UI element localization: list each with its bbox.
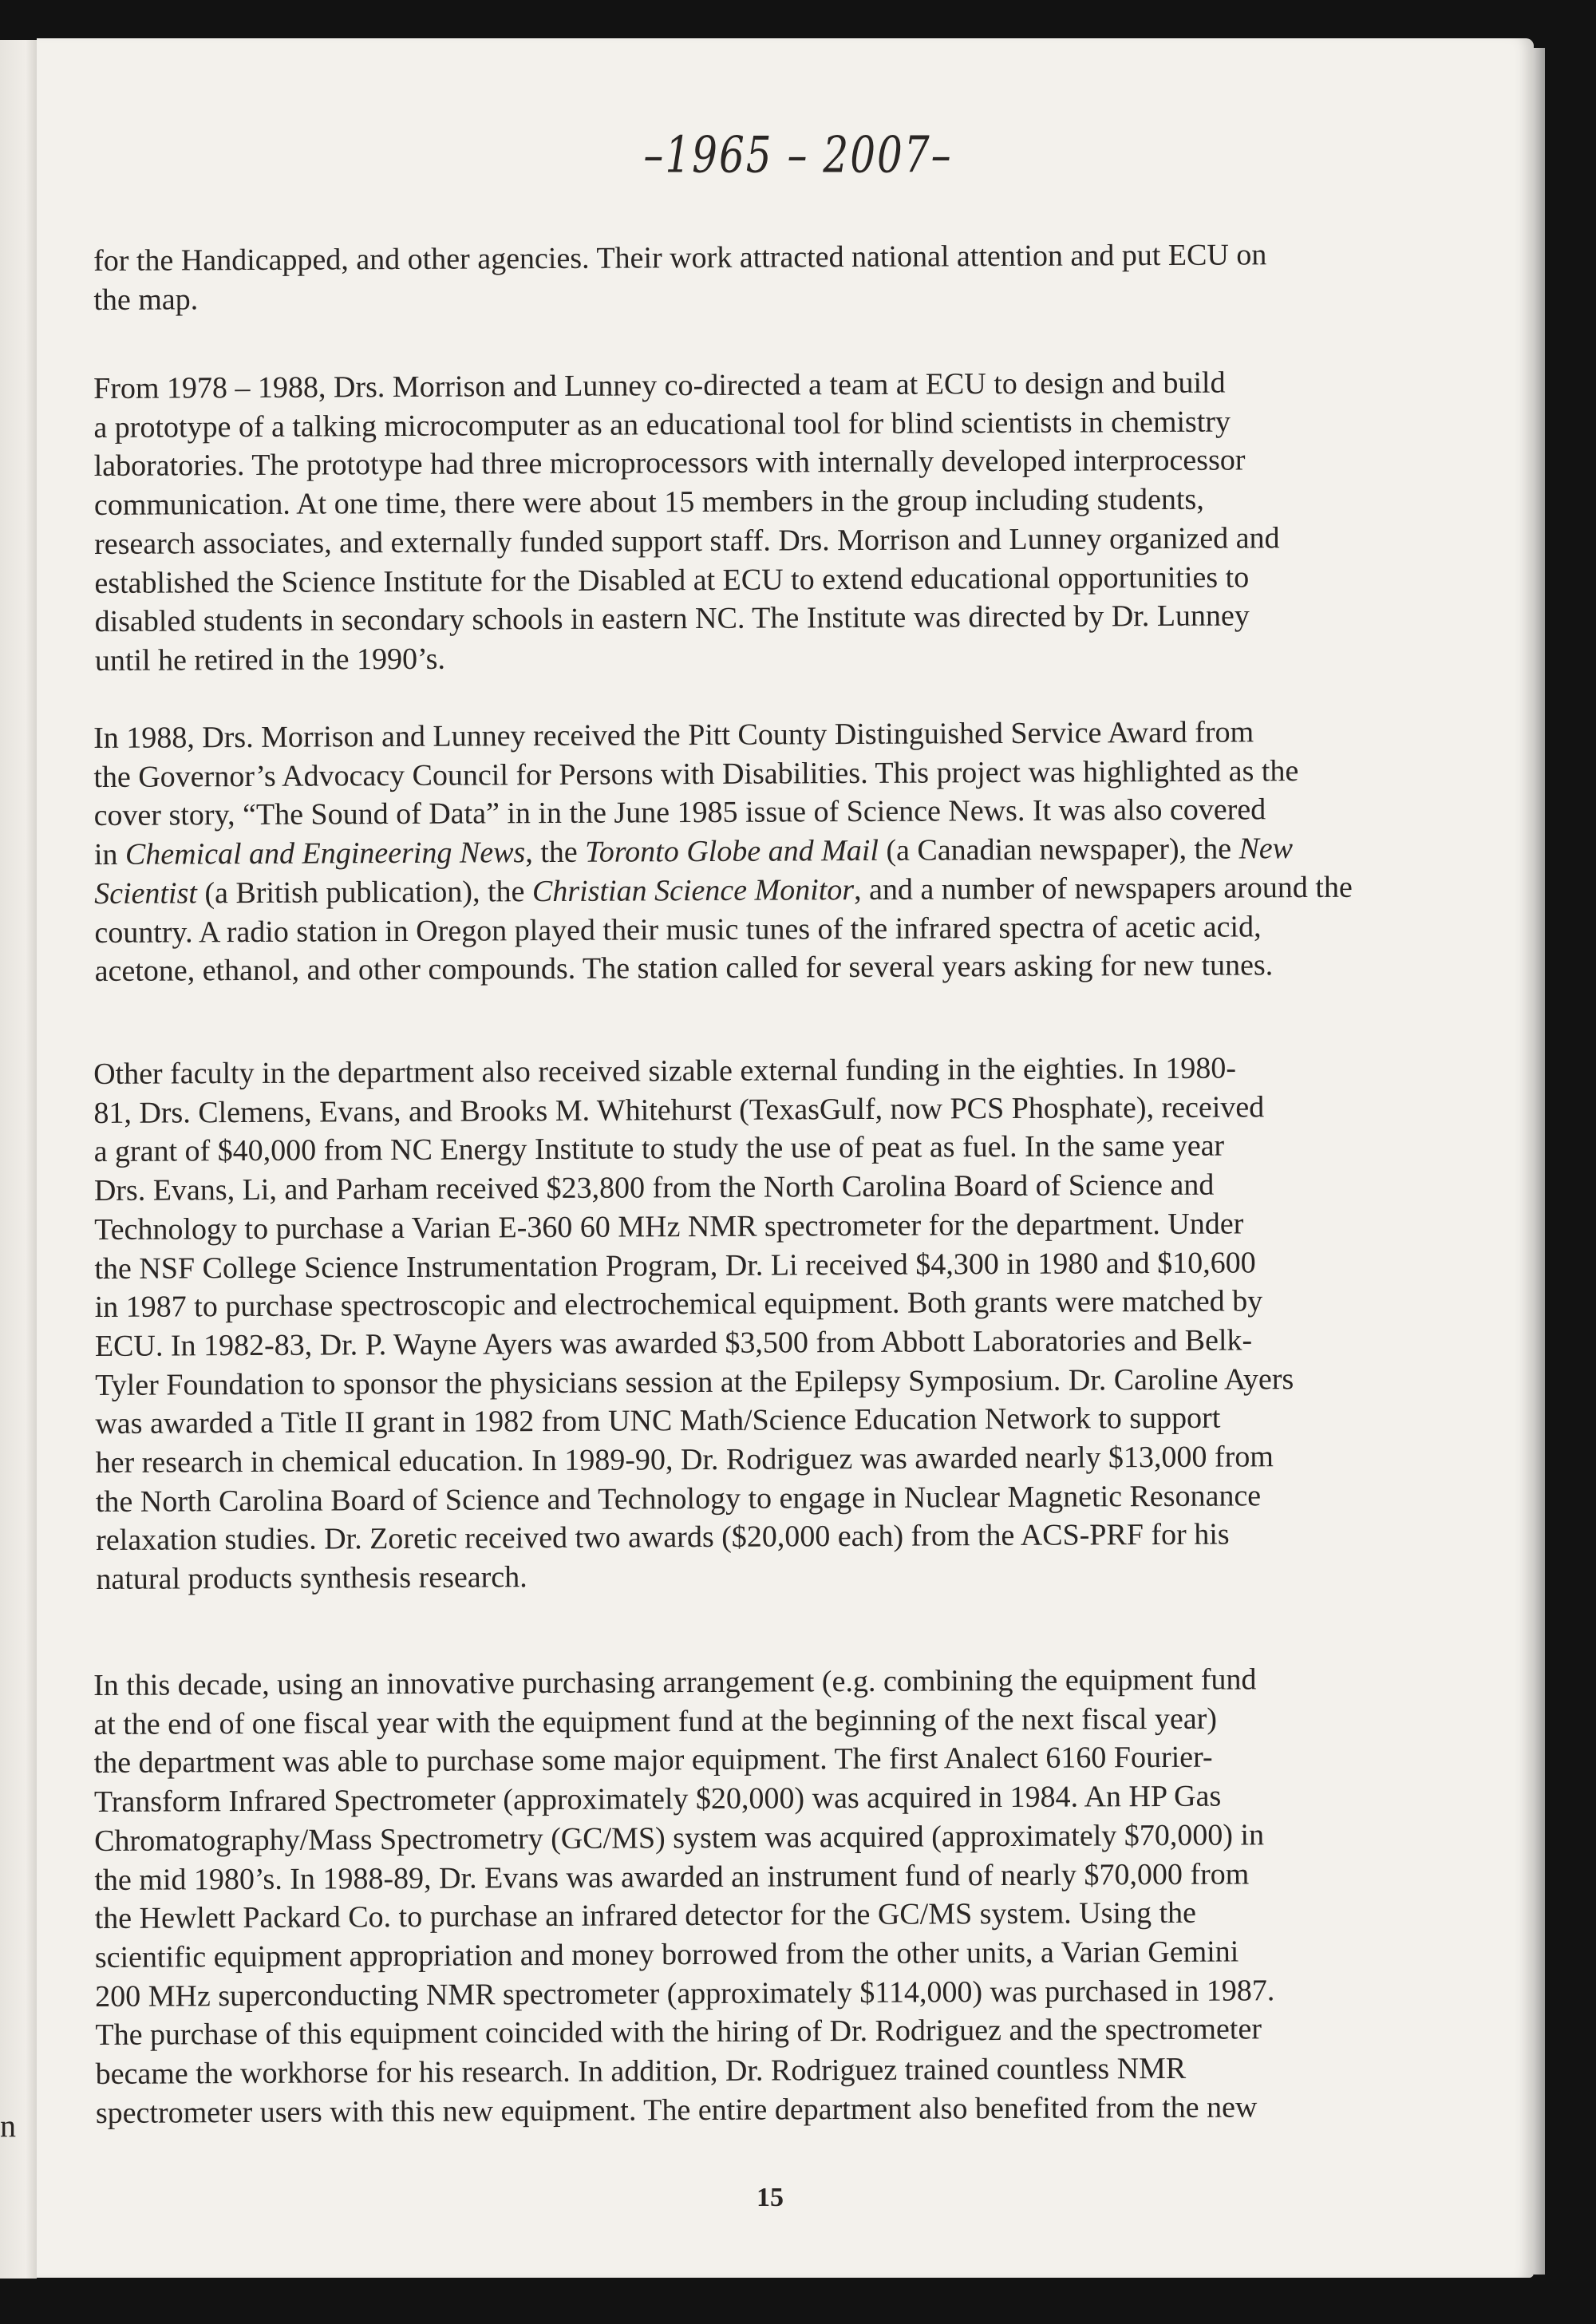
text-segment: (a British publication), the (196, 874, 533, 911)
text-segment: was awarded a Title II grant in 1982 from UNC Math/Science Education Network to support (95, 1401, 1221, 1441)
text-segment: 81, Drs. Clemens, Evans, and Brooks M. Whitehurst (TexasGulf, now PCS Phosphate), received (93, 1090, 1265, 1130)
text-segment: a grant of $40,000 from NC Energy Institute to study the use of peat as fuel. In the same year (93, 1128, 1225, 1169)
text-segment: Transform Infrared Spectrometer (approximately $20,000) was acquired in 1984. An HP Gas (93, 1779, 1222, 1820)
text-line (95, 634, 1531, 680)
text-segment: In this decade, using an innovative purchasing arrangement (e.g. combining the equipment fund (93, 1662, 1257, 1702)
running-header: –1965 – 2007– (643, 125, 953, 184)
paragraph (93, 1659, 1532, 2133)
text-segment: Technology to purchase a Varian E-360 60 MHz NMR spectrometer for the department. Under (94, 1207, 1244, 1247)
text-segment: , the (525, 835, 586, 870)
text-segment: communication. At one time, there were about 15 members in the group including students, (93, 482, 1204, 523)
text-segment: in 1987 to purchase spectroscopic and electrochemical equipment. Both grants were matched by (94, 1284, 1263, 1325)
page-number: 15 (757, 2183, 784, 2212)
text-line (93, 273, 1530, 319)
text-segment: the mid 1980’s. In 1988-89, Dr. Evans was awarded an instrument fund of nearly $70,000 from (94, 1856, 1250, 1897)
text-line (95, 945, 1531, 991)
paragraph (93, 1048, 1533, 1599)
text-segment: until he retired in the 1990’s. (94, 642, 446, 678)
text-segment: her research in chemical education. In 1989-90, Dr. Rodriguez was awarded nearly $13,000 from (95, 1440, 1274, 1480)
text-segment: relaxation studies. Dr. Zoretic received two awards ($20,000 each) from the ACS-PRF for his (96, 1517, 1230, 1558)
text-segment: laboratories. The prototype had three microprocessors with internally developed interprocessor (93, 443, 1246, 484)
text-segment: natural products synthesis research. (96, 1560, 527, 1597)
text-segment: established the Science Institute for the Disabled at ECU to extend educational opportunities to (94, 559, 1250, 600)
previous-page-edge (0, 40, 37, 2279)
text-segment: Drs. Evans, Li, and Parham received $23,800 from the North Carolina Board of Science and (93, 1168, 1215, 1208)
italic-title: Chemical and Engineering News (124, 836, 526, 872)
text-segment: became the workhorse for his research. In addition, Dr. Rodriguez trained countless NMR (95, 2051, 1187, 2092)
text-segment: , and a number of newspapers around the (854, 870, 1353, 907)
italic-title: Christian Science Monitor (531, 872, 855, 908)
text-segment: the Hewlett Packard Co. to purchase an infrared detector for the GC/MS system. Using the (94, 1895, 1197, 1936)
text-segment: the Governor’s Advocacy Council for Persons with Disabilities. This project was highlighted as the (93, 753, 1299, 794)
text-segment: In 1988, Drs. Morrison and Lunney received the Pitt County Distinguished Service Award from (93, 715, 1254, 755)
text-segment: at the end of one fiscal year with the equipment fund at the beginning of the next fiscal year) (93, 1702, 1218, 1741)
text-segment: scientific equipment appropriation and money borrowed from the other units, a Varian Gemini (94, 1935, 1239, 1974)
text-segment: spectrometer users with this new equipment. The entire department also benefited from the new (95, 2090, 1258, 2130)
text-segment: The purchase of this equipment coincided with the hiring of Dr. Rodriguez and the spectrometer (95, 2012, 1262, 2053)
text-segment: Tyler Foundation to sponsor the physicians session at the Epilepsy Symposium. Dr. Caroline Ayers (95, 1362, 1294, 1402)
text-line (96, 2086, 1532, 2132)
text-segment: Chromatography/Mass Spectrometry (GC/MS) system was acquired (approximately $70,000) in (94, 1818, 1265, 1858)
text-segment: disabled students in secondary schools in eastern NC. The Institute was directed by Dr. Lunney (94, 599, 1250, 639)
text-line (96, 1553, 1532, 1599)
paragraph (93, 712, 1531, 991)
text-segment: the department was able to purchase some major equipment. The first Analect 6160 Fourier- (93, 1741, 1213, 1781)
text-segment: a prototype of a talking microcomputer as an educational tool for blind scientists in chemistry (93, 405, 1231, 445)
text-segment: the North Carolina Board of Science and Technology to engage in Nuclear Magnetic Resonance (95, 1479, 1262, 1519)
text-segment: country. A radio station in Oregon played their music tunes of the infrared spectra of acetic acid, (94, 909, 1262, 950)
text-segment: the NSF College Science Instrumentation Program, Dr. Li received $4,300 in 1980 and $10,600 (94, 1245, 1256, 1286)
text-segment: the map. (93, 283, 199, 317)
italic-title: New (1238, 832, 1294, 866)
text-segment: for the Handicapped, and other agencies. Their work attracted national attention and put ECU on (93, 238, 1267, 278)
text-segment: Other faculty in the department also received sizable external funding in the eighties. In 1980- (93, 1051, 1237, 1091)
text-segment: cover story, “The Sound of Data” in in the June 1985 issue of Science News. It was also covered (93, 792, 1266, 833)
text-segment: 200 MHz superconducting NMR spectrometer (approximately $114,000) was purchased in 1987. (95, 1973, 1275, 2014)
italic-title: Scientist (94, 876, 198, 911)
italic-title: Toronto Globe and Mail (585, 833, 879, 869)
text-segment: research associates, and externally funded support staff. Drs. Morrison and Lunney organized and (94, 521, 1280, 561)
text-segment: From 1978 – 1988, Drs. Morrison and Lunney co-directed a team at ECU to design and build (93, 366, 1226, 405)
paragraph (93, 362, 1531, 681)
previous-page-text-fragment: n (0, 2108, 16, 2144)
text-segment: (a Canadian newspaper), the (878, 832, 1239, 868)
text-segment: acetone, ethanol, and other compounds. The station called for several years asking for new tunes. (94, 948, 1274, 989)
text-segment: in (93, 837, 126, 872)
text-line (94, 867, 1531, 913)
text-segment: ECU. In 1982-83, Dr. P. Wayne Ayers was awarded $3,500 from Abbott Laboratories and Belk- (94, 1323, 1253, 1363)
paragraph (93, 235, 1530, 320)
page-stack-edge (1534, 48, 1545, 2275)
